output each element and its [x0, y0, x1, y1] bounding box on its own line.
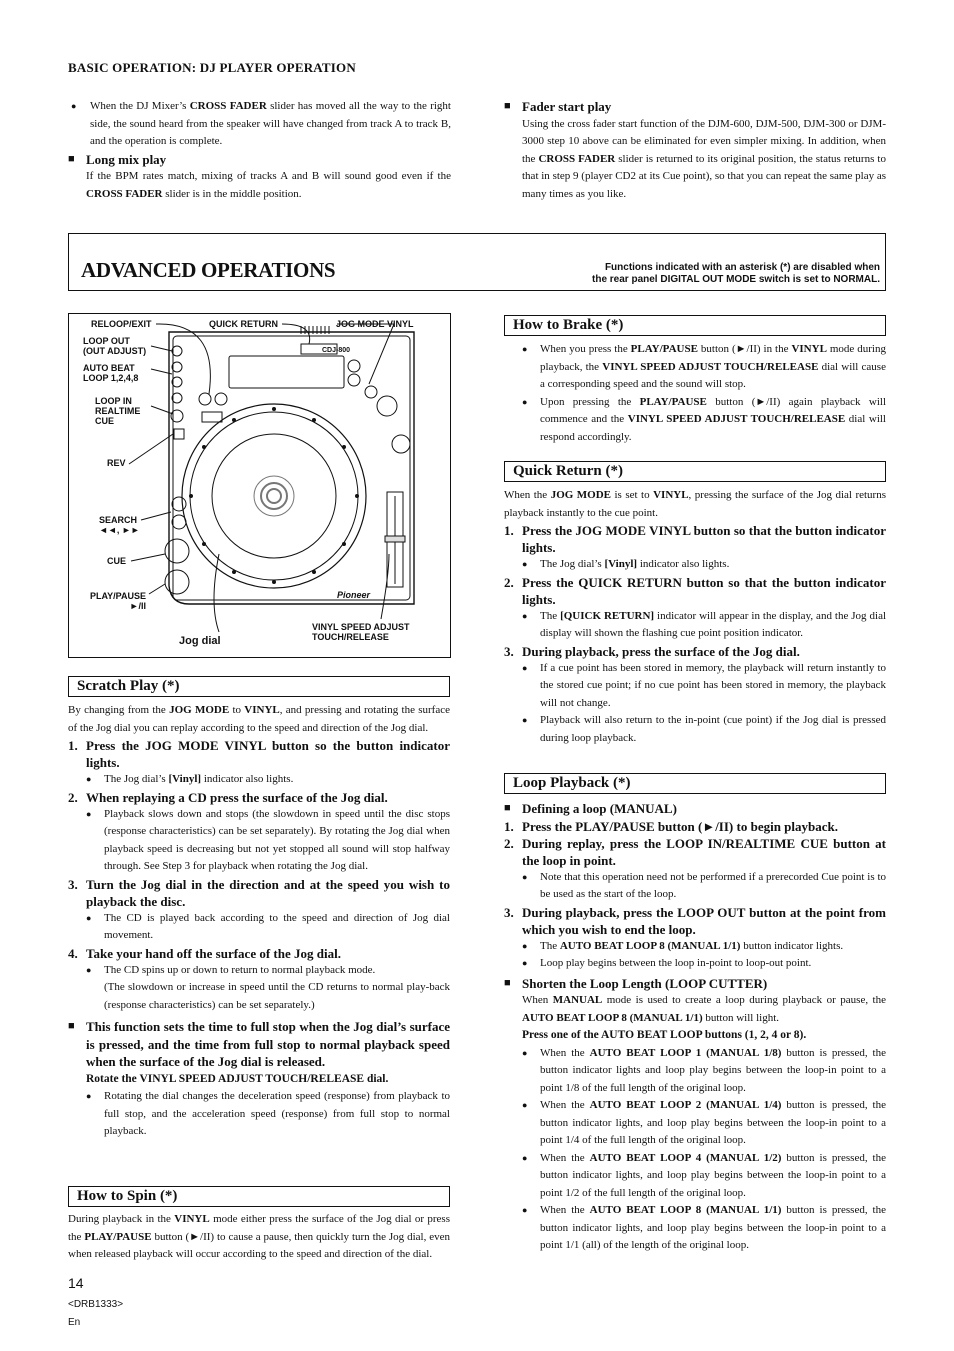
brake-bullet-2: ● Upon pressing the PLAY/PAUSE button (►/II) again playback will commence and the VINYL SPEED ADJUST TOUCH/RELEASE dial will respond accordingly. — [504, 394, 886, 447]
loop-cutter-title: ■ Shorten the Loop Length (LOOP CUTTER) — [504, 975, 886, 993]
spin-body: During playback in the VINYL mode either press the surface of the Jog dial or press the PLAY/PAUSE button (►/II) to cause a pause, then quickly turn the Jog dial, even when released playback will occur according to the speed and direction of the dial. — [68, 1213, 450, 1260]
scratch-step-4-note: ● The CD spins up or down to return to normal playback mode. — [68, 962, 450, 980]
quick-step-3: 3. During playback, press the surface of the Jog dial. — [504, 643, 800, 659]
long-mix-body: If the BPM rates match, mixing of tracks A and B will sound good even if the CROSS FADER slider is in the middle position. — [86, 170, 451, 200]
brake-bullet-1: ● When you press the PLAY/PAUSE button (►/II) in the VINYL mode during playback, the VINYL SPEED ADJUST TOUCH/RELEASE dial will cause a corresponding speed and the sound will stop. — [504, 341, 886, 394]
quick-intro: When the JOG MODE is set to VINYL, pressing the surface of the Jog dial returns playback instantly to the cue point. — [504, 489, 886, 519]
brand-logo: Pioneer — [337, 590, 371, 600]
how-to-spin-heading: How to Spin (*) — [68, 1186, 450, 1207]
loop-step-3-note-2: ● Loop play begins between the loop in-point to loop-out point. — [504, 955, 886, 973]
scratch-step-1-note: ● The Jog dial’s [Vinyl] indicator also lights. — [68, 771, 450, 789]
how-to-brake-section — [504, 341, 886, 446]
quick-return-heading: Quick Return (*) — [504, 461, 886, 482]
quick-step-2: 2. Press the QUICK RETURN button so that the button indicator lights. — [504, 574, 886, 607]
loop-step-3: 3. During playback, press the LOOP OUT button at the point from which you wish to end the loop. — [504, 904, 886, 937]
loop-cutter-2: ● When the AUTO BEAT LOOP 2 (MANUAL 1/4) button is pressed, the button indicator lights, and loop play begins between the loop-in point to a point 1/4 of the full length of the original loop. — [504, 1097, 886, 1150]
quick-step-1-note: ● The Jog dial’s [Vinyl] indicator also lights. — [504, 556, 886, 574]
quick-return-section — [504, 487, 886, 747]
fader-start-title: ■ Fader start play — [504, 98, 886, 116]
scratch-play-section — [68, 702, 450, 1141]
label-rev: REV — [107, 458, 126, 468]
language-code: En — [68, 1317, 81, 1328]
label-cue: CUE — [107, 556, 127, 566]
loop-playback-section — [504, 800, 886, 1255]
model-label: CDJ-800 — [322, 347, 351, 354]
scratch-function-note: ■ This function sets the time to full stop when the Jog dial’s surface is pressed, and the time from full stop to normal playback speed when the surface of the Jog dial is released. — [68, 1018, 450, 1071]
loop-define-title: ■ Defining a loop (MANUAL) — [504, 800, 886, 818]
label-auto-beat-loop: AUTO BEAT LOOP 1,2,4,8 — [83, 363, 139, 383]
loop-cutter-8: ● When the AUTO BEAT LOOP 8 (MANUAL 1/1) button is pressed, the button indicator lights, and loop play begins between the loop-in point to a point 1/1 (all) of the length of the original loop. — [504, 1202, 886, 1255]
loop-press-one: Press one of the AUTO BEAT LOOP buttons (1, 2, 4 or 8). — [522, 1029, 807, 1041]
page-number: 14 — [68, 1275, 84, 1291]
cross-fader-bullet: ● When the DJ Mixer’s CROSS FADER slider has moved all the way to the right side, the sound heard from the speaker will have changed from track A to track B, and the operation is complete. — [68, 98, 451, 151]
scratch-rotate-note: ● Rotating the dial changes the deceleration speed (response) from playback to full stop, and the acceleration speed (response) from full stop to normal playback. — [68, 1088, 450, 1141]
label-reloop-exit: RELOOP/EXIT — [91, 319, 152, 329]
asterisk-note: Functions indicated with an asterisk (*) are disabled when the rear panel DIGITAL OUT MODE switch is set to NORMAL. — [592, 262, 880, 285]
scratch-step-2-note: ● Playback slows down and stops (the slowdown in speed until the disc stops (response characteristics) can be set separately). By rotating the Jog dial when playback speed is decreasing but not yet stopped all sound will stop halfway through. See Step 3 for playback when rotating the Jog dial. — [68, 806, 450, 876]
label-loop-out: LOOP OUT (OUT ADJUST) — [83, 336, 147, 356]
quick-step-1: 1. Press the JOG MODE VINYL button so that the button indicator lights. — [504, 523, 886, 555]
quick-step-3-note-2: ● Playback will also return to the in-point (cue point) if the Jog dial is pressed during loop playback. — [504, 712, 886, 747]
advanced-operations-title: ADVANCED OPERATIONS — [81, 258, 336, 282]
document-code: <DRB1333> — [68, 1299, 124, 1310]
loop-cutter-1: ● When the AUTO BEAT LOOP 1 (MANUAL 1/8) button is pressed, the button indicator lights and loop play begins between the loop-in point to a point 1/8 of the full length of the original loop. — [504, 1045, 886, 1098]
scratch-play-heading: Scratch Play (*) — [68, 676, 450, 697]
quick-step-3-note-1: ● If a cue point has been stored in memory, the playback will return instantly to the stored cue point; if no cue point has been stored in memory, the playback will not change. — [504, 660, 886, 713]
top-right-column — [504, 98, 886, 203]
loop-step-2: 2. During replay, press the LOOP IN/REALTIME CUE button at the loop in point. — [504, 835, 886, 868]
label-quick-return: QUICK RETURN — [209, 319, 278, 329]
label-play-pause: PLAY/PAUSE ►/II — [90, 591, 147, 611]
loop-playback-heading: Loop Playback (*) — [504, 773, 886, 794]
long-mix-title: ■ Long mix play — [68, 151, 451, 169]
how-to-brake-heading: How to Brake (*) — [504, 315, 886, 336]
loop-step-3-note-1: ● The AUTO BEAT LOOP 8 (MANUAL 1/1) button indicator lights. — [504, 938, 886, 956]
scratch-rotate: Rotate the VINYL SPEED ADJUST TOUCH/RELEASE dial. — [86, 1072, 389, 1085]
scratch-step-2: 2. When replaying a CD press the surface of the Jog dial. — [68, 789, 388, 805]
section-header: BASIC OPERATION: DJ PLAYER OPERATION — [68, 60, 356, 75]
loop-step-2-note: ● Note that this operation need not be performed if a prerecorded Cue point is to be used as the start of the loop. — [504, 869, 886, 904]
loop-cutter-4: ● When the AUTO BEAT LOOP 4 (MANUAL 1/2) button is pressed, the button indicator lights, and loop play begins between the loop-in point to a point 1/2 of the full length of the original loop. — [504, 1150, 886, 1203]
scratch-step-1: 1. Press the JOG MODE VINYL button so the button indicator lights. — [68, 738, 450, 770]
label-jog-mode-vinyl: JOG MODE VINYL — [336, 319, 414, 329]
label-vinyl-speed-adjust: VINYL SPEED ADJUST TOUCH/RELEASE — [312, 622, 410, 642]
label-jog-dial: Jog dial — [179, 635, 221, 647]
scratch-intro: By changing from the JOG MODE to VINYL, and pressing and rotating the surface of the Jog dial you can replay according to the speed and direction of the Jog dial. — [68, 704, 450, 734]
cdj-diagram — [68, 313, 451, 658]
scratch-step-4-paren: (The slowdown or increase in speed until the CD returns to normal play-back (response characteristics) can be set separately.) — [104, 981, 450, 1011]
label-loop-in-realtime-cue: LOOP IN REALTIME CUE — [95, 396, 141, 426]
quick-step-2-note: ● The [QUICK RETURN] indicator will appear in the display, and the Jog dial display will shown the flashing cue point position indicator. — [504, 608, 886, 643]
fader-start-body: Using the cross fader start function of the DJM-600, DJM-500, DJM-300 or DJM-3000 step 10 above can be eliminated for even simpler mixing. In addition, when the CROSS FADER slider is returned to its original position, the status returns to that in step 9 (player CD2 at its Cue point), so that you can repeat the same play as many times as you like. — [522, 117, 886, 200]
scratch-step-3-note: ● The CD is played back according to the speed and direction of Jog dial movement. — [68, 910, 450, 945]
scratch-step-4: 4. Take your hand off the surface of the Jog dial. — [68, 945, 341, 961]
scratch-step-3: 3. Turn the Jog dial in the direction and at the speed you wish to playback the disc. — [68, 876, 450, 909]
loop-cutter-body: When MANUAL mode is used to create a loop during playback or pause, the AUTO BEAT LOOP 8 (MANUAL 1/1) button will light. — [522, 994, 886, 1024]
label-search: SEARCH ◄◄, ►► — [99, 515, 140, 535]
how-to-spin-section — [68, 1211, 450, 1264]
top-left-column — [68, 98, 451, 203]
loop-step-1: 1. Press the PLAY/PAUSE button (►/II) to begin playback. — [504, 818, 838, 834]
